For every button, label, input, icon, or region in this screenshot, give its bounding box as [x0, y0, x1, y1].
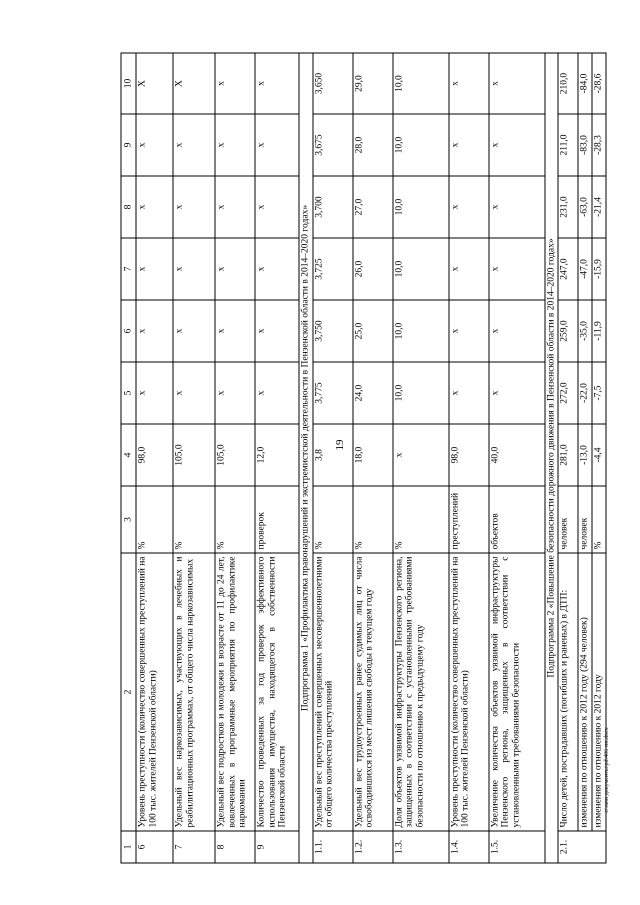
year-value: х	[255, 238, 299, 300]
table-row	[449, 53, 489, 863]
year-value: 25,0	[353, 300, 393, 362]
year-value: -13,0	[578, 424, 592, 486]
indicator-name: Удельный вес преступлений совершенных несовершеннолетними от общего количества преступлений	[313, 553, 353, 831]
year-value: х	[215, 300, 255, 362]
year-value: х	[449, 300, 489, 362]
year-value: -22,0	[578, 362, 592, 424]
table-row	[136, 53, 173, 863]
unit-of-measure: человек	[558, 486, 578, 553]
year-value: 3,650	[313, 53, 353, 114]
unit-of-measure: %	[136, 486, 173, 553]
indicator-name: изменения по отношению к 2012 году (294 человек)	[578, 553, 592, 831]
unit-of-measure: %	[353, 486, 393, 553]
year-value: -7,5	[592, 362, 606, 424]
year-value: 10,0	[393, 300, 449, 362]
year-value: х	[449, 362, 489, 424]
column-number-header: 7	[121, 238, 136, 300]
page-number: 19	[334, 439, 346, 451]
row-number: 8	[215, 831, 255, 863]
unit-of-measure: %	[173, 486, 215, 553]
year-value: 211,0	[558, 114, 578, 176]
year-value: 105,0	[173, 424, 215, 486]
year-value: 10,0	[393, 362, 449, 424]
year-value: х	[489, 362, 545, 424]
year-value: 10,0	[393, 176, 449, 238]
indicator-name: изменения по отношению к 2012 году	[592, 553, 606, 831]
year-value: Х	[173, 53, 215, 114]
year-value: х	[489, 238, 545, 300]
indicator-name: Доля объектов уязвимой инфраструктуры Пензенского региона, защищенных в соответствии с установленными требованиями безопасности по отношению к предыдущему году	[393, 553, 449, 831]
subprogram-1-title: Подпрограмма 1 «Профилактика правонарушений и экстремистской деятельности в Пензенской области в 2014–2020 годах»	[299, 53, 313, 863]
year-value: х	[255, 300, 299, 362]
indicator-name: Удельный вес подростков и молодежи в возрасте от 11 до 24 лет, вовлеченных в программные мероприятия по профилактике наркомании	[215, 553, 255, 831]
year-value: х	[136, 300, 173, 362]
row-number: 1.5.	[489, 831, 545, 863]
column-number-header: 5	[121, 362, 136, 424]
year-value: -11,9	[592, 300, 606, 362]
year-value: х	[489, 176, 545, 238]
year-value: х	[449, 53, 489, 114]
year-value: 259,0	[558, 300, 578, 362]
unit-of-measure: преступлений	[449, 486, 489, 553]
indicator-name: Уровень преступности (количество совершенных преступлений на 100 тыс. жителей Пензенской области)	[136, 553, 173, 831]
year-value: 24,0	[353, 362, 393, 424]
year-value: 10,0	[393, 238, 449, 300]
year-value: 29,0	[353, 53, 393, 114]
table-row	[592, 53, 606, 863]
table-row	[578, 53, 592, 863]
column-number-header: 8	[121, 176, 136, 238]
year-value: 26,0	[353, 238, 393, 300]
year-value: х	[255, 176, 299, 238]
indicator-name: Количество проведенных за год проверок эффективного использования имущества, находящегося в собственности Пензенской области	[255, 553, 299, 831]
indicator-name: Удельный вес трудоустроенных ранее судимых лиц от числа освободившихся из мест лишения свободы в текущем году	[353, 553, 393, 831]
year-value: -28,6	[592, 53, 606, 114]
year-value: х	[449, 238, 489, 300]
table-row	[558, 53, 578, 863]
year-value: -28,3	[592, 114, 606, 176]
year-value: Х	[136, 53, 173, 114]
year-value: х	[215, 176, 255, 238]
row-number: 1.3.	[393, 831, 449, 863]
indicator-name: Уровень преступности (количество совершенных преступлений на 100 тыс. жителей Пензенской области)	[449, 553, 489, 831]
table-row	[173, 53, 215, 863]
year-value: 10,0	[393, 114, 449, 176]
year-value: 98,0	[449, 424, 489, 486]
year-value: х	[255, 114, 299, 176]
year-value: 272,0	[558, 362, 578, 424]
column-number-header: 3	[121, 486, 136, 553]
year-value: -47,0	[578, 238, 592, 300]
year-value: 10,0	[393, 53, 449, 114]
year-value: х	[173, 114, 215, 176]
unit-of-measure: %	[215, 486, 255, 553]
year-value: 3,675	[313, 114, 353, 176]
row-number: 1.1.	[313, 831, 353, 863]
unit-of-measure: %	[393, 486, 449, 553]
year-value: 3,775	[313, 362, 353, 424]
row-number: 6	[136, 831, 173, 863]
year-value: х	[215, 238, 255, 300]
year-value: х	[489, 53, 545, 114]
row-number: 2.1.	[558, 831, 605, 863]
subprogram-row	[299, 53, 313, 863]
unit-of-measure: объектов	[489, 486, 545, 553]
year-value: х	[136, 238, 173, 300]
year-value: -15,9	[592, 238, 606, 300]
year-value: 27,0	[353, 176, 393, 238]
year-value: х	[255, 362, 299, 424]
column-number-header: 10	[121, 53, 136, 114]
year-value: 3,725	[313, 238, 353, 300]
table-row	[255, 53, 299, 863]
year-value: 231,0	[558, 176, 578, 238]
subprogram-2-title: Подпрограмма 2 «Повышение безопасности дорожного движения в Пензенской области в 2014–2020 годах»	[545, 53, 559, 863]
file-path-footer: c:\мои документы\pd\406-пп.docx	[604, 727, 610, 813]
year-value: х	[255, 53, 299, 114]
year-value: х	[136, 114, 173, 176]
year-value: 3,700	[313, 176, 353, 238]
year-value: 3,750	[313, 300, 353, 362]
year-value: 28,0	[353, 114, 393, 176]
year-value: 3,8	[313, 424, 353, 486]
indicators-table	[121, 52, 607, 863]
table-body	[121, 53, 606, 863]
year-value: х	[215, 114, 255, 176]
indicator-name: Число детей, пострадавших (погибших и раненых) в ДТП:	[558, 553, 578, 831]
indicator-name: Удельный вес наркозависимых, участвующих в лечебных и реабилитационных программах, от общего числа наркозависимых	[173, 553, 215, 831]
year-value: -35,0	[578, 300, 592, 362]
column-number-header: 6	[121, 300, 136, 362]
year-value: х	[393, 424, 449, 486]
column-number-header: 1	[121, 831, 136, 863]
year-value: х	[489, 114, 545, 176]
table-row	[353, 53, 393, 863]
unit-of-measure: проверок	[255, 486, 299, 553]
year-value: х	[215, 362, 255, 424]
year-value: 12,0	[255, 424, 299, 486]
year-value: х	[173, 300, 215, 362]
indicator-name: Увеличение количества объектов уязвимой инфраструктуры Пензенского региона, защищенных в соответствии с установленными требованиями безопасности	[489, 553, 545, 831]
table-row	[489, 53, 545, 863]
year-value: -63,0	[578, 176, 592, 238]
column-number-header: 9	[121, 114, 136, 176]
subprogram-row	[545, 53, 559, 863]
year-value: х	[173, 176, 215, 238]
table-row	[215, 53, 255, 863]
rotated-table-page	[121, 53, 606, 863]
header-row	[121, 53, 136, 863]
year-value: -21,4	[592, 176, 606, 238]
year-value: х	[173, 238, 215, 300]
year-value: х	[449, 176, 489, 238]
year-value: 281,0	[558, 424, 578, 486]
year-value: -4,4	[592, 424, 606, 486]
unit-of-measure: %	[592, 486, 606, 553]
year-value: х	[136, 362, 173, 424]
column-number-header: 4	[121, 424, 136, 486]
year-value: 40,0	[489, 424, 545, 486]
year-value: -84,0	[578, 53, 592, 114]
year-value: х	[136, 176, 173, 238]
year-value: х	[173, 362, 215, 424]
column-number-header: 2	[121, 553, 136, 831]
year-value: х	[215, 53, 255, 114]
year-value: -83,0	[578, 114, 592, 176]
year-value: х	[489, 300, 545, 362]
row-number: 9	[255, 831, 299, 863]
row-number: 7	[173, 831, 215, 863]
year-value: 210,0	[558, 53, 578, 114]
year-value: 247,0	[558, 238, 578, 300]
year-value: 105,0	[215, 424, 255, 486]
unit-of-measure: %	[313, 486, 353, 553]
row-number: 1.2.	[353, 831, 393, 863]
year-value: х	[449, 114, 489, 176]
row-number: 1.4.	[449, 831, 489, 863]
year-value: 98,0	[136, 424, 173, 486]
year-value: 18,0	[353, 424, 393, 486]
table-row	[313, 53, 353, 863]
unit-of-measure: человек	[578, 486, 592, 553]
table-row	[393, 53, 449, 863]
